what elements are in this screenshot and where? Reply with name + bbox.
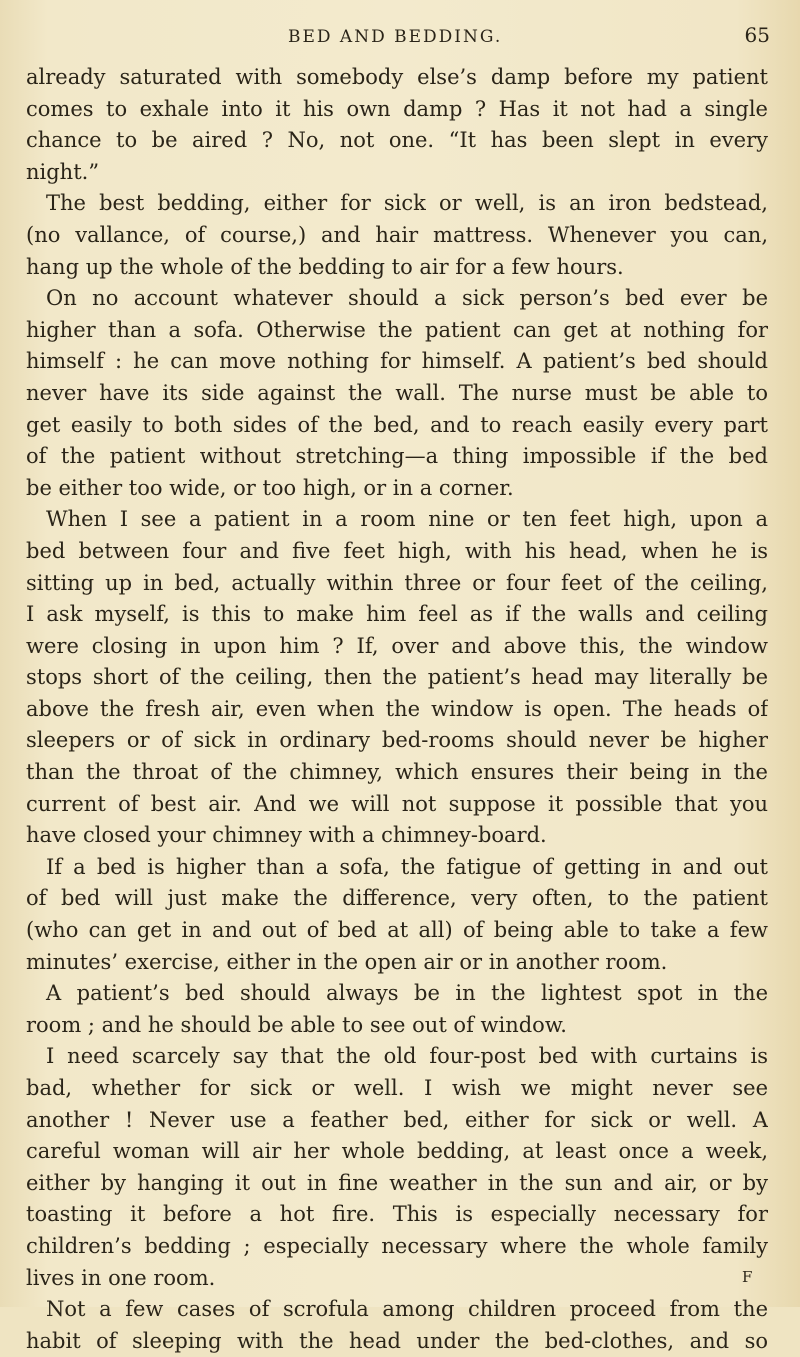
text-line: either by hanging it out in fine weather in the sun and air, or by [26,1170,768,1195]
text-line: lives in one room. [26,1265,216,1290]
text-line: toasting it before a hot fire. This is especially necessary for [26,1202,768,1227]
text-line: already saturated with somebody else’s damp before my patient [26,65,768,89]
text-line: hang up the whole of the bedding to air for a few hours. [26,254,624,279]
text-line: children’s bedding ; especially necessary where the whole family [26,1233,768,1258]
text-line: of bed will just make the difference, very often, to the patient [26,886,768,911]
text-line: I ask myself, is this to make him feel as if the walls and ceiling [26,602,768,627]
text-line: chance to be aired ? No, not one. “It has been slept in every [26,128,768,153]
text-line: himself : he can move nothing for himself. A patient’s bed should [26,349,768,374]
page-header [0,23,800,57]
text-line: comes to exhale into it his own damp ? Has it not had a single [26,96,768,121]
text-line: than the throat of the chimney, which ensures their being in the [26,760,768,785]
text-line: another ! Never use a feather bed, either for sick or well. A [26,1107,768,1132]
text-line: The best bedding, either for sick or well, is an iron bedstead, [46,191,768,216]
page-number: 65 [744,23,770,47]
text-line: (no vallance, of course,) and hair mattress. Whenever you can, [26,222,768,247]
text-line: night.” [26,159,100,184]
text-line: If a bed is higher than a sofa, the fatigue of getting in and out [46,854,768,879]
text-line: habit of sleeping with the head under the bed-clothes, and so [26,1328,768,1353]
text-line: never have its side against the wall. The nurse must be able to [26,380,768,405]
text-line: (who can get in and out of bed at all) of being able to take a few [26,918,768,943]
body-text [26,62,768,1357]
text-line: of the patient without stretching—a thing impossible if the bed [26,444,768,469]
text-line: minutes’ exercise, either in the open air or in another room. [26,949,668,974]
text-line: stops short of the ceiling, then the patient’s head may literally be [26,665,768,690]
text-line: A patient’s bed should always be in the lightest spot in the [46,981,768,1006]
signature-mark: F [742,1268,753,1286]
text-line: were closing in upon him ? If, over and above this, the window [26,633,768,658]
text-line: I need scarcely say that the old four-post bed with curtains is [46,1044,768,1069]
text-line: have closed your chimney with a chimney-board. [26,823,547,848]
text-line: bad, whether for sick or well. I wish we might never see [26,1076,768,1100]
text-line: room ; and he should be able to see out of window. [26,1012,567,1037]
text-line: get easily to both sides of the bed, and to reach easily every part [26,412,768,437]
text-line: sitting up in bed, actually within three or four feet of the ceiling, [26,570,768,595]
text-line: sleepers or of sick in ordinary bed-rooms should never be higher [26,728,768,753]
running-title: BED AND BEDDING. [288,27,503,47]
text-line: bed between four and five feet high, with his head, when he is [26,538,768,563]
text-line: be either too wide, or too high, or in a corner. [26,475,514,500]
text-line: above the fresh air, even when the window is open. The heads of [26,696,768,721]
text-line: On no account whatever should a sick person’s bed ever be [46,286,768,311]
text-line: higher than a sofa. Otherwise the patient can get at nothing for [26,317,768,342]
text-line: careful woman will air her whole bedding, at least once a week, [26,1139,768,1164]
text-line: Not a few cases of scrofula among children proceed from the [46,1297,768,1322]
text-line: current of best air. And we will not suppose it possible that you [26,791,768,816]
text-line: When I see a patient in a room nine or ten feet high, upon a [46,507,768,532]
